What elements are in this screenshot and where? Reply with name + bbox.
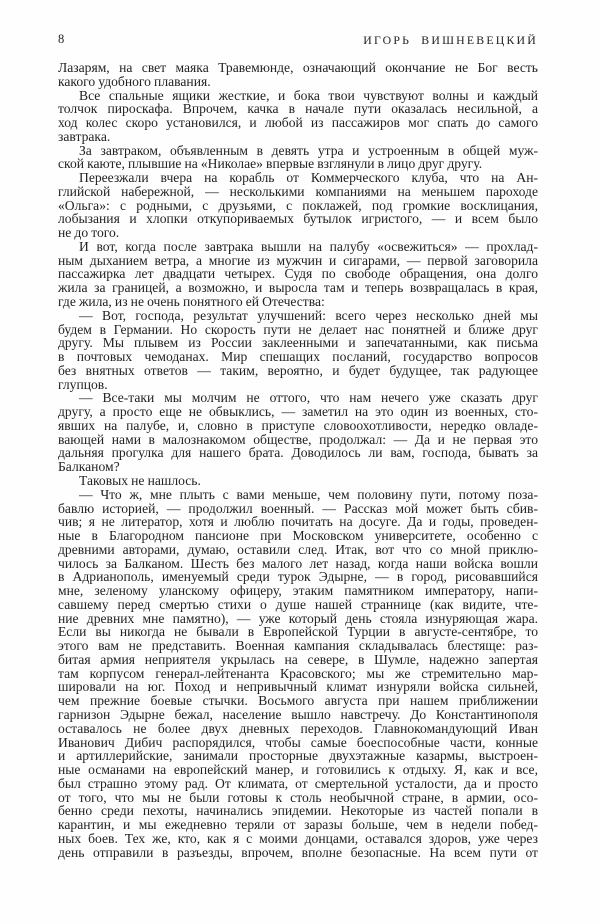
text-line: там корпусом генерал-лейтенанта Красовского; мы же стремительно мар- [58,665,538,681]
text-line: глийской набережной, — несколькими компаниями на меньшем пароходе [58,183,538,199]
text-line: И вот, когда после завтрака вышли на палубу «освежиться» — прохлад- [79,238,538,254]
text-line: день отправили в разъезды, впрочем, вполне безопасные. На всем пути от [58,844,538,860]
text-line: где жила, из не очень понятного ей Отечества: [58,294,325,310]
page-number: 8 [58,32,65,46]
text-line: лобызания и хлопки откупориваемых бутылок игристого, — и всем было [58,211,538,227]
text-line: чилось за Балканом. Шесть без малого лет назад, когда наши войска вошли [58,555,538,571]
text-line: ные в Благородном пансионе при Московском университете, особенно с [58,528,538,544]
text-line: другу, а просто еще не обвыклись, — заметил на это один из военных, сто- [58,404,538,420]
text-line: будем в Германии. Но скорость пути не делает нас понятней и ближе друг [58,321,538,337]
text-line: гарнизон Эдырне бежал, население вышло навстречу. До Константинополя [58,706,538,722]
text-line: ных боев. Тех же, кто, как я с моими донцами, оставался здоров, уже через [58,830,538,846]
text-line: от того, что мы не были готовы к столь необычной стране, в армии, осо- [58,789,538,805]
text-line: За завтраком, объявленным в девять утра и устроенным в общей муж- [79,142,538,158]
page-text-column [58,61,538,859]
text-line: Балканом? [58,459,120,475]
text-line: толчок пироскафа. Впрочем, качка в начале пути оказалась несильной, а [58,101,538,117]
text-line: Все спальные ящики жесткие, и бока твои чувствуют волны и каждый [79,87,538,103]
text-line: — Все-таки мы молчим не оттого, что нам нечего уже сказать друг [79,390,538,406]
text-line: какого удобного плавания. [58,73,211,89]
text-line: бенно среди пехоты, начинались эпидемии. Некоторые из частей попали в [58,803,538,819]
text-line: этого вам не представить. Военная кампания складывалась блестяще: раз- [58,638,538,654]
text-line: битая армия неприятеля укрылась на севере, в Шумле, надежно запертая [58,651,538,667]
text-line: «Ольга»: с родными, с друзьями, с поклажей, под громкие восклицания, [58,197,538,213]
text-line: савшему перед смертью стихи о душе нашей страннице (как видите, чте- [58,596,538,612]
text-line: оставалось не более двух дневных переходов. Главнокомандующий Иван [58,720,538,736]
running-head-author: ИГОРЬ ВИШНЕВЕЦКИЙ [363,33,538,47]
text-line: ние древних мне памятно), — уже который день стояла изнуряющая жара. [58,610,538,626]
text-line: мне, зеленому уланскому офицеру, этаким памятником императору, напи- [58,583,538,599]
text-line: Иванович Дибич распорядился, чтобы самые боеспособные части, конные [58,734,538,750]
text-line: ход колес скоро установился, и любой из пассажиров мог спать до самого [58,115,538,131]
text-line: в почтовых чемоданах. Мир спешащих посланий, государство вопросов [58,349,538,365]
text-line: ской каюте, плывшие на «Николае» впервые взглянули в лицо друг другу. [58,156,483,172]
text-line: — Что ж, мне плыть с вами меньше, чем половину пути, потому поза- [79,486,538,502]
text-line: в Адрианополь, именуемый среди турок Эдырне, — в город, рисовавшийся [58,569,538,585]
text-line: глупцов. [58,376,108,392]
text-line: Если вы никогда не бывали в Европейской Турции в августе-сентябре, то [58,624,538,640]
text-line: — Вот, господа, результат улучшений: всего через несколько дней мы [79,307,538,323]
text-line: Лазарям, на свет маяка Травемюнде, означающий окончание не Бог весть [58,60,538,75]
running-head [58,33,538,48]
text-line: без внятных ответов — таким, вероятно, и будет будущее, так радующее [58,362,538,378]
text-line: пассажирка лет двадцати четырех. Судя по свободе обращения, она долго [58,266,538,282]
text-line: вающей нами в малознакомом обществе, продолжал: — Да и не первая это [58,431,538,447]
text-line: ные османами на европейский манер, и готовились к отдыху. Я, как и все, [58,762,538,778]
text-line: чем прежние боевые стычки. Восьмого августа при нашем приближении [58,693,538,709]
text-line: жила за границей, а возможно, и выросла там и теперь возвращалась в края, [58,280,538,296]
text-line: явших на палубе, и, словно в приступе словоохотливости, нередко овладе- [58,417,538,433]
text-line: дальняя прогулка для нашего брата. Доводилось ли вам, господа, бывать за [58,445,538,461]
text-line: Переезжали вчера на корабль от Коммерческого клуба, что на Ан- [79,170,538,186]
text-line: карантин, и мы ежедневно теряли от заразы больше, чем в недели побед- [58,817,538,833]
text-line: и артиллерийские, занимали просторные двухэтажные казармы, выстроен- [58,748,538,764]
text-line: не до того. [58,225,120,241]
text-line: Таковых не нашлось. [79,472,201,488]
text-line: чив; я не литератор, хотя и люблю почитать на досуге. Да и годы, проведен- [58,514,538,530]
text-line: другу. Мы плывем из России заклеенными и запечатанными, как письма [58,335,538,351]
text-line: ным дыханием ветра, а многие из мужчин и сигарами, — первой заговорила [58,252,538,268]
text-line: шировали на юг. Поход и непривычный климат изнуряли войска сильней, [58,679,538,695]
text-line: бавлю историей, — продолжил военный. — Рассказ мой может быть сбив- [58,500,538,516]
text-line: был страшно этому рад. От климата, от смертельной усталости, да и просто [58,775,538,791]
text-line: завтрака. [58,128,111,144]
text-line: древними авторами, думаю, оставили след. Итак, вот что со мной приклю- [58,541,538,557]
